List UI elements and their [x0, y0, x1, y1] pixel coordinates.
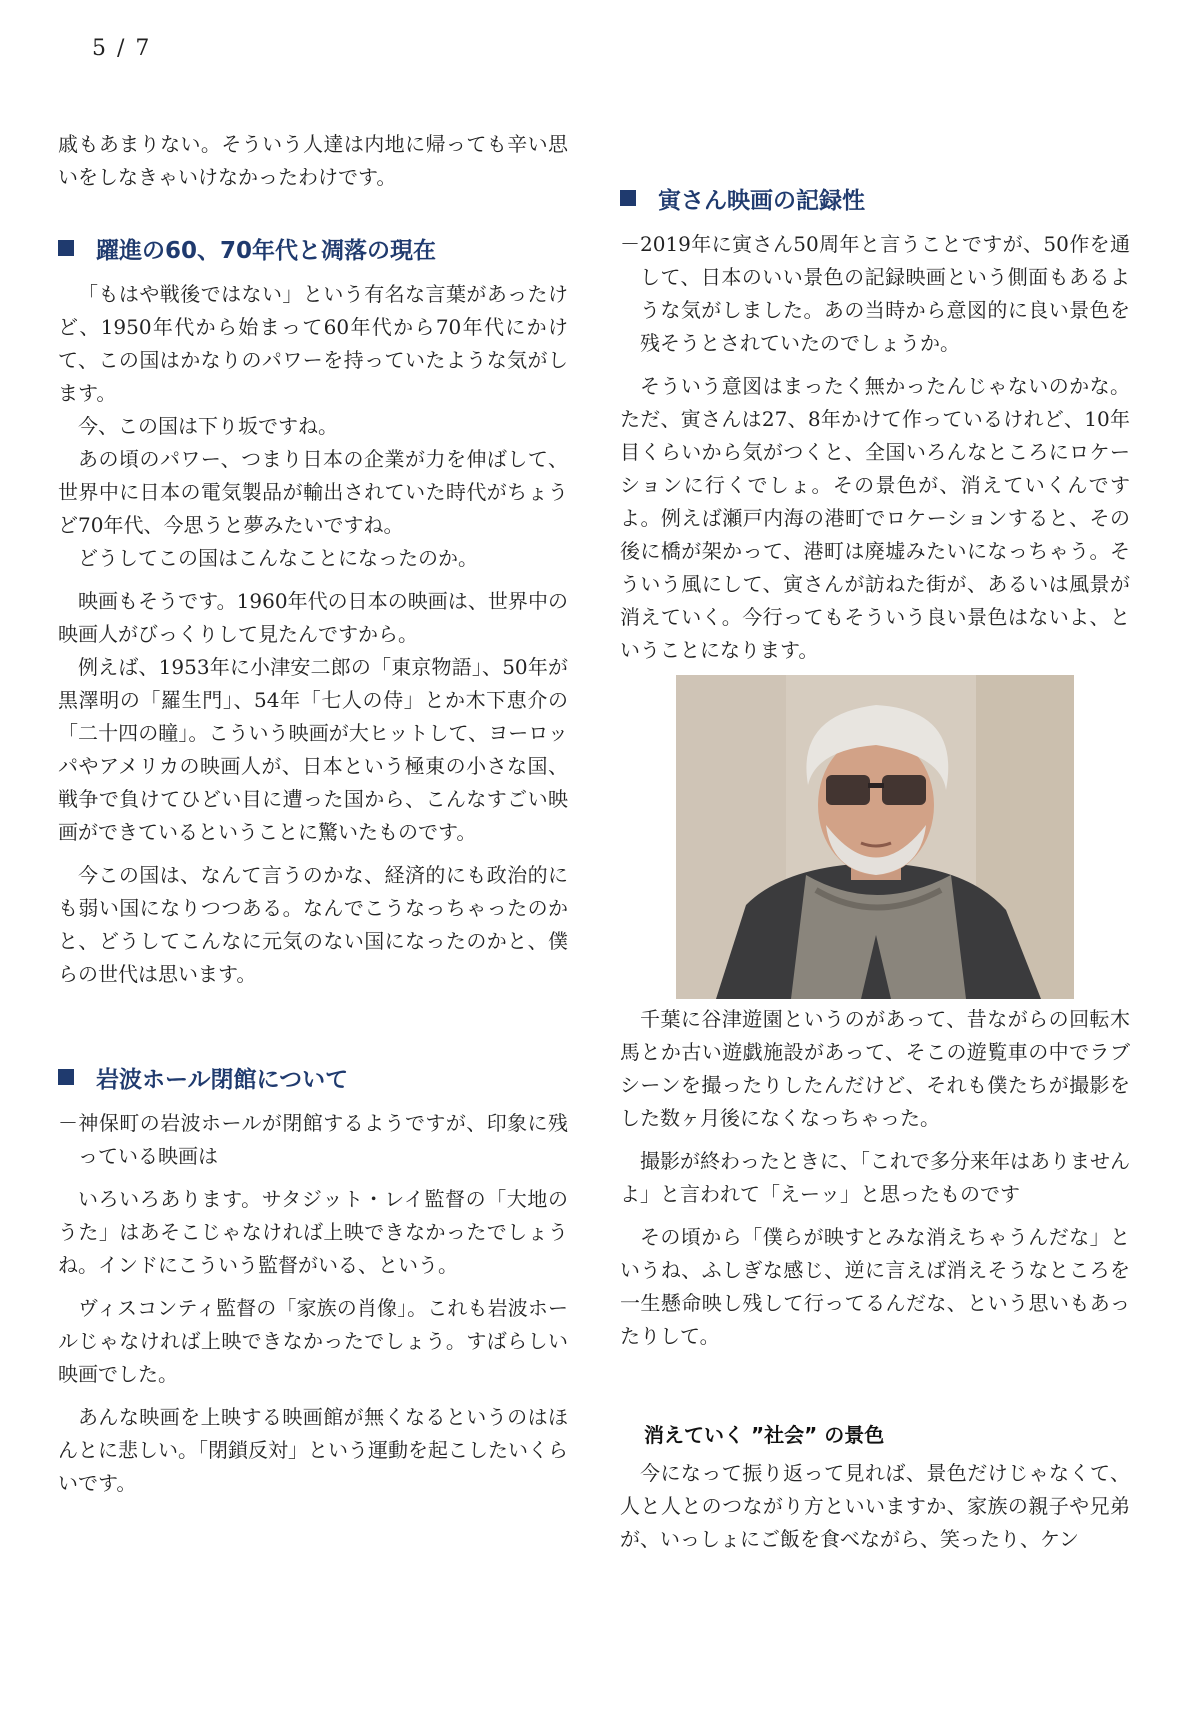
paragraph: ヴィスコンティ監督の「家族の肖像」。これも岩波ホールじゃなければ上映できなかったでしょう。すばらしい映画でした。	[58, 1296, 568, 1386]
section-heading-tora-san	[620, 178, 1130, 218]
paragraph: 今、この国は下り坂ですね。	[78, 414, 338, 438]
paragraph: 「もはや戦後ではない」という有名な言葉があったけど、1950年代から始まって60年代から70年代にかけて、この国はかなりのパワーを持っていたような気がします。	[58, 282, 568, 405]
interview-question: －神保町の岩波ホールが閉館するようですが、印象に残っている映画は	[58, 1111, 568, 1168]
heading-text: 岩波ホール閉館について	[96, 1066, 349, 1093]
paragraph: そういう意図はまったく無かったんじゃないのかな。ただ、寅さんは27、8年かけて作っているけれど、10年目くらいから気がつくと、全国いろんなところにロケーションに行くでしょ。その景色が、消えていくんですよ。例えば瀬戸内海の港町でロケーションすると、その後に橋が架かって、港町は廃墟みたいになっちゃう。そういう風にして、寅さんが訪ねた街が、あるいは風景が消えていく。今行ってもそういう良い景色はないよ、ということになります。	[620, 374, 1130, 662]
portrait-photo	[676, 675, 1074, 999]
bullet-square-icon	[620, 190, 636, 206]
heading-text: 躍進の60、70年代と凋落の現在	[96, 237, 437, 264]
right-column	[620, 128, 1130, 1556]
paragraph: 映画もそうです。1960年代の日本の映画は、世界中の映画人がびっくりして見たんですから。	[58, 589, 568, 646]
paragraph: 今になって振り返って見れば、景色だけじゃなくて、人と人とのつながり方といいますか、家族の親子や兄弟が、いっしょにご飯を食べながら、笑ったり、ケン	[620, 1461, 1130, 1551]
portrait-illustration	[676, 675, 1074, 999]
paragraph: どうしてこの国はこんなことになったのか。	[78, 546, 478, 570]
paragraph: 千葉に谷津遊園というのがあって、昔ながらの回転木馬とか古い遊戯施設があって、そこの遊覧車の中でラブシーンを撮ったりしたんだけど、それも僕たちが撮影をした数ヶ月後になくなっちゃった。	[620, 1007, 1130, 1130]
bullet-square-icon	[58, 240, 74, 256]
paragraph: 今この国は、なんて言うのかな、経済的にも政治的にも弱い国になりつつある。なんでこうなっちゃったのかと、どうしてこんなに元気のない国になったのかと、僕らの世代は思います。	[58, 863, 568, 986]
intro-paragraph: 戚もあまりない。そういう人達は内地に帰っても辛い思いをしなきゃいけなかったわけです。	[58, 132, 568, 189]
paragraph: 撮影が終わったときに、「これで多分来年はありませんよ」と言われて「えーッ」と思ったものです	[620, 1149, 1130, 1206]
left-column	[58, 128, 568, 1500]
interview-question: －2019年に寅さん50周年と言うことですが、50作を通して、日本のいい景色の記録映画という側面もあるような気がしました。あの当時から意図的に良い景色を残そうとされていたのでしょうか。	[620, 232, 1130, 355]
heading-text: 寅さん映画の記録性	[658, 187, 865, 214]
section-heading-iwanami-hall	[58, 1057, 568, 1097]
paragraph: あんな映画を上映する映画館が無くなるというのはほんとに悲しい。「閉鎖反対」という運動を起こしたいくらいです。	[58, 1405, 568, 1495]
bullet-square-icon	[58, 1069, 74, 1085]
paragraph: いろいろあります。サタジット・レイ監督の「大地のうた」はあそこじゃなければ上映できなかったでしょうね。インドにこういう監督がいる、という。	[58, 1187, 568, 1277]
subsection-heading-society: 消えていく ”社会” の景色	[644, 1422, 885, 1447]
paragraph: 例えば、1953年に小津安二郎の「東京物語」、50年が黒澤明の「羅生門」、54年「七人の侍」とか木下恵介の「二十四の瞳」。こういう映画が大ヒットして、ヨーロッパやアメリカの映画人が、日本という極東の小さな国、戦争で負けてひどい目に遭った国から、こんなすごい映画ができているということに驚いたものです。	[58, 655, 568, 844]
paragraph: その頃から「僕らが映すとみな消えちゃうんだな」というね、ふしぎな感じ、逆に言えば消えそうなところを一生懸命映し残して行ってるんだな、という思いもあったりして。	[620, 1225, 1130, 1348]
page-number: 5 / 7	[92, 36, 152, 61]
paragraph: あの頃のパワー、つまり日本の企業が力を伸ばして、世界中に日本の電気製品が輸出されていた時代がちょうど70年代、今思うと夢みたいですね。	[58, 447, 568, 537]
section-heading-boom-decline	[58, 228, 568, 268]
